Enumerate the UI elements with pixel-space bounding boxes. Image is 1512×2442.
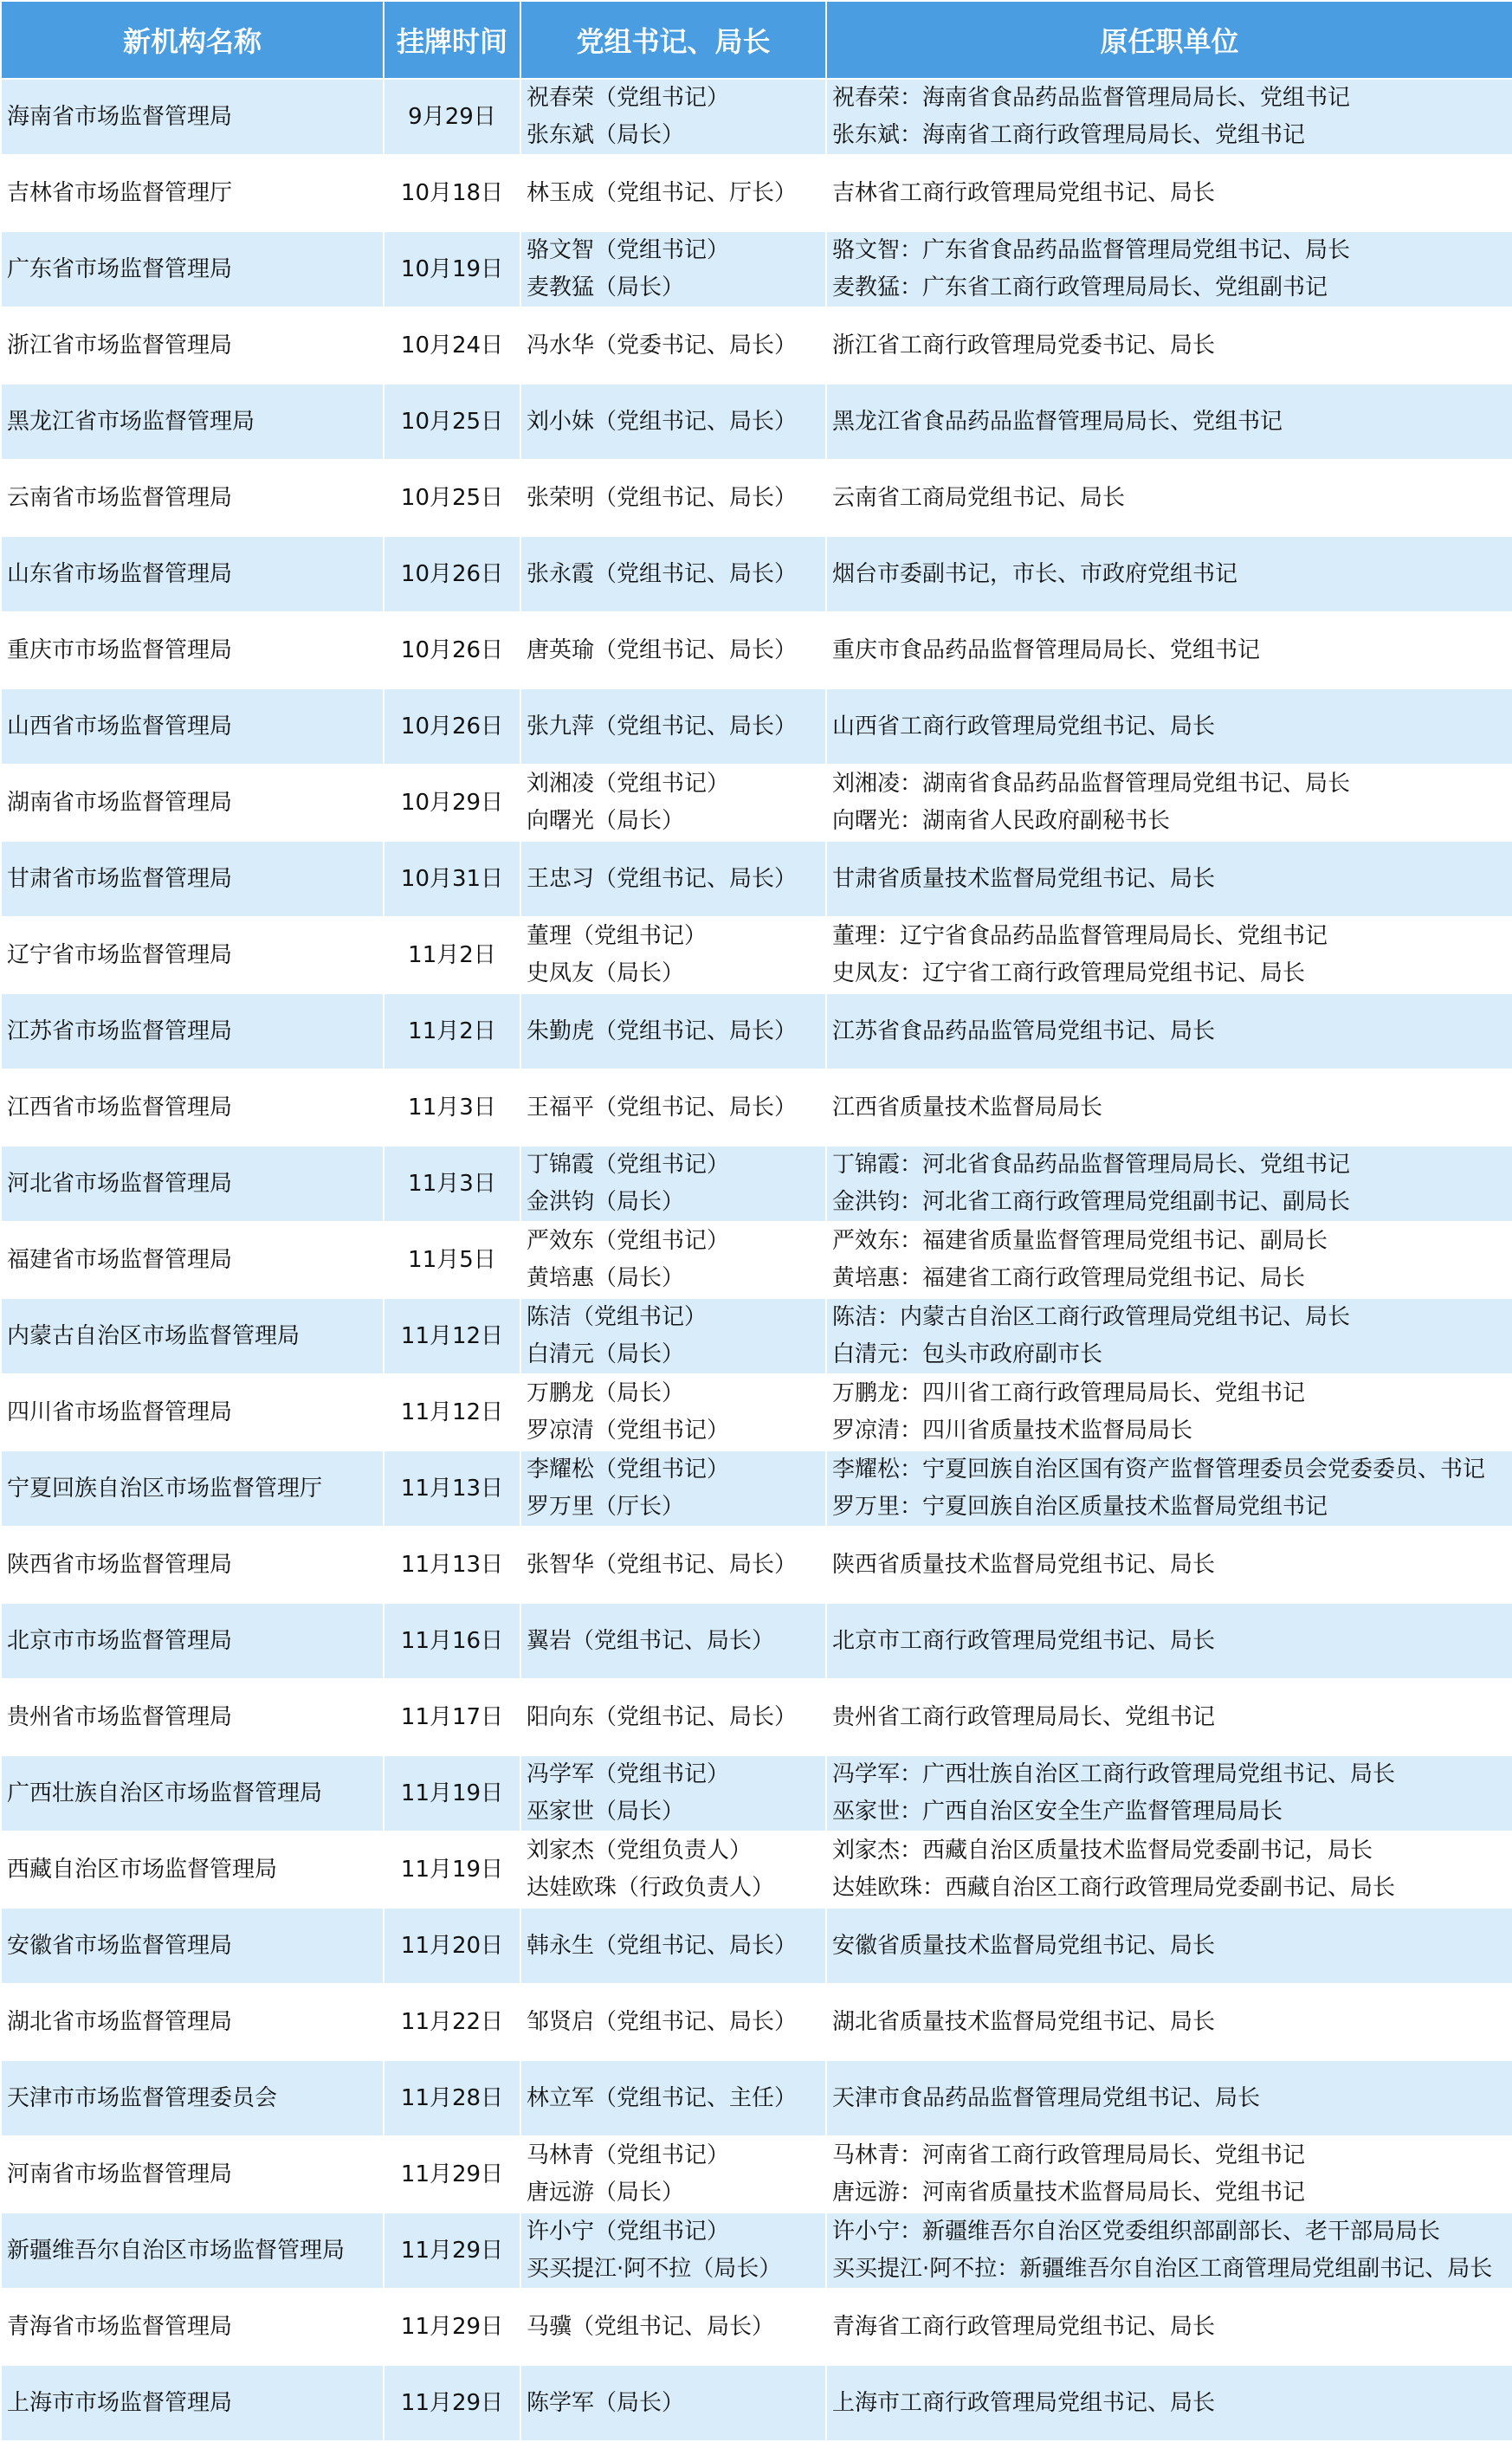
date-cell: 10月24日 <box>384 307 520 384</box>
leaders-cell <box>520 1527 826 1603</box>
leader-line: 麦教猛（局长） <box>527 275 685 300</box>
date-cell: 11月29日 <box>384 2213 520 2289</box>
previous-post-cell <box>826 2060 1512 2136</box>
leader-line: 李耀松（党组书记） <box>527 1457 730 1483</box>
date-cell: 11月2日 <box>384 917 520 993</box>
previous-post-cell <box>826 384 1512 460</box>
previous-post-line: 黑龙江省食品药品监督管理局局长、党组书记 <box>832 408 1283 435</box>
agency-name-cell: 新疆维吾尔自治区市场监督管理局 <box>1 2213 384 2289</box>
agency-name-cell: 重庆市市场监督管理局 <box>1 612 384 688</box>
previous-post-cell <box>826 1069 1512 1146</box>
previous-post-line: 浙江省工商行政管理局党委书记、局长 <box>832 332 1216 359</box>
previous-post-line: 罗万里：宁夏回族自治区质量技术监督局党组书记 <box>832 1494 1328 1520</box>
table-row <box>1 1222 1512 1298</box>
leader-line: 冯水华（党委书记、局长） <box>527 332 798 359</box>
table-row <box>1 2136 1512 2213</box>
date-cell: 11月28日 <box>384 2060 520 2136</box>
previous-post-line: 唐远游：河南省质量技术监督局局长、党组书记 <box>832 2180 1306 2206</box>
table-row <box>1 536 1512 612</box>
header-date: 挂牌时间 <box>384 1 520 79</box>
previous-post-cell <box>826 1679 1512 1755</box>
date-cell: 11月29日 <box>384 2136 520 2213</box>
table-row <box>1 307 1512 384</box>
agency-name-cell: 贵州省市场监督管理局 <box>1 1679 384 1755</box>
previous-post-line: 麦教猛：广东省工商行政管理局局长、党组副书记 <box>832 275 1328 300</box>
leader-line: 骆文智（党组书记） <box>527 237 730 263</box>
date-cell: 11月20日 <box>384 1908 520 1984</box>
table-row <box>1 1832 1512 1908</box>
leader-line: 祝春荣（党组书记） <box>527 85 730 111</box>
date-cell: 11月13日 <box>384 1450 520 1527</box>
previous-post-line: 马林青：河南省工商行政管理局局长、党组书记 <box>832 2142 1306 2168</box>
previous-post-cell <box>826 1374 1512 1450</box>
leader-line: 韩永生（党组书记、局长） <box>527 1932 798 1959</box>
header-previous-post: 原任职单位 <box>826 1 1512 79</box>
table-row <box>1 1679 1512 1755</box>
leader-line: 唐远游（局长） <box>527 2180 685 2206</box>
previous-post-cell <box>826 993 1512 1069</box>
date-cell: 11月22日 <box>384 1984 520 2060</box>
date-cell: 11月19日 <box>384 1832 520 1908</box>
leader-line: 巫家世（局长） <box>527 1799 685 1825</box>
leader-line: 王忠习（党组书记、局长） <box>527 865 798 892</box>
leader-line: 张智华（党组书记、局长） <box>527 1551 798 1578</box>
agency-name-cell: 四川省市场监督管理局 <box>1 1374 384 1450</box>
previous-post-line: 严效东：福建省质量监督管理局党组书记、副局长 <box>832 1228 1328 1254</box>
date-cell: 9月29日 <box>384 79 520 155</box>
table-row <box>1 231 1512 307</box>
table-row <box>1 1527 1512 1603</box>
header-agency-name: 新机构名称 <box>1 1 384 79</box>
previous-post-cell <box>826 688 1512 765</box>
previous-post-cell <box>826 2289 1512 2365</box>
date-cell: 10月19日 <box>384 231 520 307</box>
previous-post-line: 安徽省质量技术监督局党组书记、局长 <box>832 1932 1216 1959</box>
table-row <box>1 612 1512 688</box>
leader-line: 朱勤虎（党组书记、局长） <box>527 1018 798 1044</box>
previous-post-line: 董理：辽宁省食品药品监督管理局局长、党组书记 <box>832 923 1328 949</box>
table-row <box>1 1450 1512 1527</box>
previous-post-cell <box>826 1222 1512 1298</box>
leader-line: 冯学军（党组书记） <box>527 1761 730 1787</box>
previous-post-line: 烟台市委副书记，市长、市政府党组书记 <box>832 560 1238 587</box>
previous-post-line: 甘肃省质量技术监督局党组书记、局长 <box>832 865 1216 892</box>
table-row <box>1 1298 1512 1374</box>
previous-post-line: 江苏省食品药品监管局党组书记、局长 <box>832 1018 1216 1044</box>
agency-name-cell: 福建省市场监督管理局 <box>1 1222 384 1298</box>
previous-post-line: 金洪钧：河北省工商行政管理局党组副书记、副局长 <box>832 1189 1351 1215</box>
previous-post-cell <box>826 460 1512 536</box>
leaders-cell <box>520 1679 826 1755</box>
date-cell: 10月29日 <box>384 765 520 841</box>
previous-post-line: 上海市工商行政管理局党组书记、局长 <box>832 2389 1216 2416</box>
agency-name-cell: 广东省市场监督管理局 <box>1 231 384 307</box>
leader-line: 罗凉清（党组书记） <box>527 1418 730 1444</box>
previous-post-cell <box>826 307 1512 384</box>
previous-post-cell <box>826 2213 1512 2289</box>
previous-post-line: 丁锦霞：河北省食品药品监督管理局局长、党组书记 <box>832 1152 1351 1178</box>
previous-post-line: 史凤友：辽宁省工商行政管理局党组书记、局长 <box>832 960 1306 986</box>
agency-name-cell: 陕西省市场监督管理局 <box>1 1527 384 1603</box>
date-cell: 11月19日 <box>384 1755 520 1832</box>
date-cell: 11月3日 <box>384 1146 520 1222</box>
leader-line: 刘小妹（党组书记、局长） <box>527 408 798 435</box>
previous-post-line: 黄培惠：福建省工商行政管理局党组书记、局长 <box>832 1265 1306 1291</box>
agency-name-cell: 山东省市场监督管理局 <box>1 536 384 612</box>
agency-name-cell: 江西省市场监督管理局 <box>1 1069 384 1146</box>
table-row <box>1 688 1512 765</box>
leaders-cell <box>520 536 826 612</box>
table-row <box>1 460 1512 536</box>
leaders-cell <box>520 460 826 536</box>
leader-line: 翼岩（党组书记、局长） <box>527 1627 775 1654</box>
previous-post-cell <box>826 1908 1512 1984</box>
previous-post-line: 刘湘凌：湖南省食品药品监督管理局党组书记、局长 <box>832 771 1351 797</box>
leader-line: 唐英瑜（党组书记、局长） <box>527 636 798 663</box>
leaders-cell <box>520 307 826 384</box>
agency-name-cell: 上海市市场监督管理局 <box>1 2365 384 2441</box>
agency-name-cell: 辽宁省市场监督管理局 <box>1 917 384 993</box>
date-cell: 11月2日 <box>384 993 520 1069</box>
agency-name-cell: 内蒙古自治区市场监督管理局 <box>1 1298 384 1374</box>
previous-post-line: 祝春荣：海南省食品药品监督管理局局长、党组书记 <box>832 85 1351 111</box>
previous-post-line: 万鹏龙：四川省工商行政管理局局长、党组书记 <box>832 1380 1306 1406</box>
leader-line: 林玉成（党组书记、厅长） <box>527 179 798 206</box>
leaders-cell <box>520 2213 826 2289</box>
leaders-cell <box>520 612 826 688</box>
leader-line: 邹贤启（党组书记、局长） <box>527 2008 798 2035</box>
leader-line: 张荣明（党组书记、局长） <box>527 484 798 511</box>
agency-name-cell: 浙江省市场监督管理局 <box>1 307 384 384</box>
previous-post-line: 重庆市食品药品监督管理局局长、党组书记 <box>832 636 1261 663</box>
date-cell: 11月17日 <box>384 1679 520 1755</box>
agency-name-cell: 安徽省市场监督管理局 <box>1 1908 384 1984</box>
leaders-cell <box>520 917 826 993</box>
table-header <box>1 1 1512 79</box>
agency-name-cell: 广西壮族自治区市场监督管理局 <box>1 1755 384 1832</box>
agency-name-cell: 西藏自治区市场监督管理局 <box>1 1832 384 1908</box>
leader-line: 严效东（党组书记） <box>527 1228 730 1254</box>
date-cell: 11月3日 <box>384 1069 520 1146</box>
previous-post-line: 达娃欧珠：西藏自治区工商行政管理局党委副书记、局长 <box>832 1875 1396 1901</box>
previous-post-cell <box>826 1755 1512 1832</box>
table-row <box>1 841 1512 917</box>
leaders-cell <box>520 79 826 155</box>
previous-post-cell <box>826 612 1512 688</box>
previous-post-line: 贵州省工商行政管理局局长、党组书记 <box>832 1703 1216 1730</box>
previous-post-cell <box>826 841 1512 917</box>
agency-name-cell: 青海省市场监督管理局 <box>1 2289 384 2365</box>
date-cell: 10月25日 <box>384 384 520 460</box>
previous-post-line: 冯学军：广西壮族自治区工商行政管理局党组书记、局长 <box>832 1761 1396 1787</box>
previous-post-cell <box>826 2136 1512 2213</box>
leader-line: 张九萍（党组书记、局长） <box>527 713 798 740</box>
date-cell: 11月29日 <box>384 2365 520 2441</box>
table-row <box>1 1984 1512 2060</box>
leaders-cell <box>520 688 826 765</box>
leader-line: 张永霞（党组书记、局长） <box>527 560 798 587</box>
date-cell: 10月31日 <box>384 841 520 917</box>
leader-line: 董理（党组书记） <box>527 923 708 949</box>
date-cell: 10月26日 <box>384 688 520 765</box>
previous-post-cell <box>826 1527 1512 1603</box>
table-row <box>1 993 1512 1069</box>
previous-post-cell <box>826 1298 1512 1374</box>
previous-post-line: 天津市食品药品监督管理局党组书记、局长 <box>832 2084 1261 2111</box>
previous-post-cell <box>826 79 1512 155</box>
agency-name-cell: 河南省市场监督管理局 <box>1 2136 384 2213</box>
leaders-cell <box>520 1450 826 1527</box>
table-row <box>1 2289 1512 2365</box>
date-cell: 10月25日 <box>384 460 520 536</box>
leader-line: 马林青（党组书记） <box>527 2142 730 2168</box>
agency-name-cell: 海南省市场监督管理局 <box>1 79 384 155</box>
previous-post-cell <box>826 1984 1512 2060</box>
leader-line: 阳向东（党组书记、局长） <box>527 1703 798 1730</box>
leader-line: 马骥（党组书记、局长） <box>527 2313 775 2340</box>
previous-post-cell <box>826 155 1512 231</box>
agency-name-cell: 天津市市场监督管理委员会 <box>1 2060 384 2136</box>
table-row <box>1 765 1512 841</box>
agency-name-cell: 云南省市场监督管理局 <box>1 460 384 536</box>
leader-line: 白清元（局长） <box>527 1341 685 1367</box>
date-cell: 11月16日 <box>384 1603 520 1679</box>
agency-name-cell: 河北省市场监督管理局 <box>1 1146 384 1222</box>
leaders-cell <box>520 1984 826 2060</box>
leaders-cell <box>520 2365 826 2441</box>
previous-post-line: 许小宁：新疆维吾尔自治区党委组织部副部长、老干部局局长 <box>832 2219 1441 2245</box>
leaders-cell <box>520 841 826 917</box>
table-row <box>1 917 1512 993</box>
previous-post-line: 买买提江·阿不拉：新疆维吾尔自治区工商管理局党组副书记、局长 <box>832 2256 1493 2282</box>
leader-line: 达娃欧珠（行政负责人） <box>527 1875 775 1901</box>
previous-post-cell <box>826 1146 1512 1222</box>
table-row <box>1 1755 1512 1832</box>
previous-post-line: 云南省工商局党组书记、局长 <box>832 484 1126 511</box>
leaders-cell <box>520 765 826 841</box>
previous-post-line: 罗凉清：四川省质量技术监督局局长 <box>832 1418 1193 1444</box>
leader-line: 张东斌（局长） <box>527 122 685 148</box>
agency-name-cell: 湖南省市场监督管理局 <box>1 765 384 841</box>
agency-name-cell: 江苏省市场监督管理局 <box>1 993 384 1069</box>
leaders-cell <box>520 2060 826 2136</box>
table-body <box>1 79 1512 2441</box>
previous-post-line: 向曙光：湖南省人民政府副秘书长 <box>832 808 1171 834</box>
leader-line: 向曙光（局长） <box>527 808 685 834</box>
leaders-cell <box>520 993 826 1069</box>
table-row <box>1 155 1512 231</box>
date-cell: 11月12日 <box>384 1374 520 1450</box>
leaders-cell <box>520 1374 826 1450</box>
agency-name-cell: 吉林省市场监督管理厅 <box>1 155 384 231</box>
previous-post-line: 陕西省质量技术监督局党组书记、局长 <box>832 1551 1216 1578</box>
table-row <box>1 79 1512 155</box>
header-leaders: 党组书记、局长 <box>520 1 826 79</box>
leader-line: 刘家杰（党组负责人） <box>527 1838 753 1864</box>
date-cell: 10月26日 <box>384 536 520 612</box>
table-row <box>1 1069 1512 1146</box>
table-row <box>1 2060 1512 2136</box>
agency-name-cell: 甘肃省市场监督管理局 <box>1 841 384 917</box>
previous-post-line: 山西省工商行政管理局党组书记、局长 <box>832 713 1216 740</box>
header-row <box>1 1 1512 79</box>
previous-post-cell <box>826 917 1512 993</box>
leader-line: 罗万里（厅长） <box>527 1494 685 1520</box>
previous-post-line: 张东斌：海南省工商行政管理局局长、党组书记 <box>832 122 1306 148</box>
previous-post-line: 湖北省质量技术监督局党组书记、局长 <box>832 2008 1216 2035</box>
previous-post-line: 北京市工商行政管理局党组书记、局长 <box>832 1627 1216 1654</box>
leaders-cell <box>520 1603 826 1679</box>
leader-line: 刘湘凌（党组书记） <box>527 771 730 797</box>
leader-line: 丁锦霞（党组书记） <box>527 1152 730 1178</box>
previous-post-line: 吉林省工商行政管理局党组书记、局长 <box>832 179 1216 206</box>
leader-line: 许小宁（党组书记） <box>527 2219 730 2245</box>
leaders-cell <box>520 155 826 231</box>
leaders-cell <box>520 384 826 460</box>
leader-line: 陈洁（党组书记） <box>527 1304 708 1330</box>
leaders-cell <box>520 1755 826 1832</box>
leaders-cell <box>520 1832 826 1908</box>
date-cell: 10月26日 <box>384 612 520 688</box>
previous-post-line: 白清元：包头市政府副市长 <box>832 1341 1103 1367</box>
previous-post-line: 巫家世：广西自治区安全生产监督管理局局长 <box>832 1799 1283 1825</box>
date-cell: 11月12日 <box>384 1298 520 1374</box>
leaders-cell <box>520 231 826 307</box>
previous-post-line: 江西省质量技术监督局局长 <box>832 1094 1103 1121</box>
previous-post-cell <box>826 1603 1512 1679</box>
table-row <box>1 1603 1512 1679</box>
leaders-cell <box>520 1222 826 1298</box>
table-row <box>1 1908 1512 1984</box>
table-row <box>1 1374 1512 1450</box>
agency-name-cell: 黑龙江省市场监督管理局 <box>1 384 384 460</box>
previous-post-line: 青海省工商行政管理局党组书记、局长 <box>832 2313 1216 2340</box>
leader-line: 陈学军（局长） <box>527 2389 685 2416</box>
leader-line: 林立军（党组书记、主任） <box>527 2084 798 2111</box>
date-cell: 10月18日 <box>384 155 520 231</box>
leaders-cell <box>520 1298 826 1374</box>
previous-post-cell <box>826 1832 1512 1908</box>
table-row <box>1 2213 1512 2289</box>
previous-post-cell <box>826 765 1512 841</box>
leaders-cell <box>520 1069 826 1146</box>
leader-line: 买买提江·阿不拉（局长） <box>527 2256 782 2282</box>
previous-post-line: 骆文智：广东省食品药品监督管理局党组书记、局长 <box>832 237 1351 263</box>
previous-post-line: 李耀松：宁夏回族自治区国有资产监督管理委员会党委委员、书记 <box>832 1457 1486 1483</box>
agency-name-cell: 宁夏回族自治区市场监督管理厅 <box>1 1450 384 1527</box>
previous-post-line: 刘家杰：西藏自治区质量技术监督局党委副书记，局长 <box>832 1838 1373 1864</box>
leader-line: 金洪钧（局长） <box>527 1189 685 1215</box>
leader-line: 王福平（党组书记、局长） <box>527 1094 798 1121</box>
previous-post-cell <box>826 536 1512 612</box>
table-row <box>1 2365 1512 2441</box>
previous-post-cell <box>826 2365 1512 2441</box>
agency-name-cell: 北京市市场监督管理局 <box>1 1603 384 1679</box>
previous-post-cell <box>826 1450 1512 1527</box>
table-row <box>1 1146 1512 1222</box>
leaders-cell <box>520 1908 826 1984</box>
leader-line: 万鹏龙（局长） <box>527 1380 685 1406</box>
date-cell: 11月13日 <box>384 1527 520 1603</box>
previous-post-line: 陈洁：内蒙古自治区工商行政管理局党组书记、局长 <box>832 1304 1351 1330</box>
leaders-cell <box>520 1146 826 1222</box>
date-cell: 11月29日 <box>384 2289 520 2365</box>
leader-line: 史凤友（局长） <box>527 960 685 986</box>
previous-post-cell <box>826 231 1512 307</box>
date-cell: 11月5日 <box>384 1222 520 1298</box>
agency-name-cell: 湖北省市场监督管理局 <box>1 1984 384 2060</box>
agency-name-cell: 山西省市场监督管理局 <box>1 688 384 765</box>
table-row <box>1 384 1512 460</box>
leader-line: 黄培惠（局长） <box>527 1265 685 1291</box>
leaders-cell <box>520 2136 826 2213</box>
leaders-cell <box>520 2289 826 2365</box>
